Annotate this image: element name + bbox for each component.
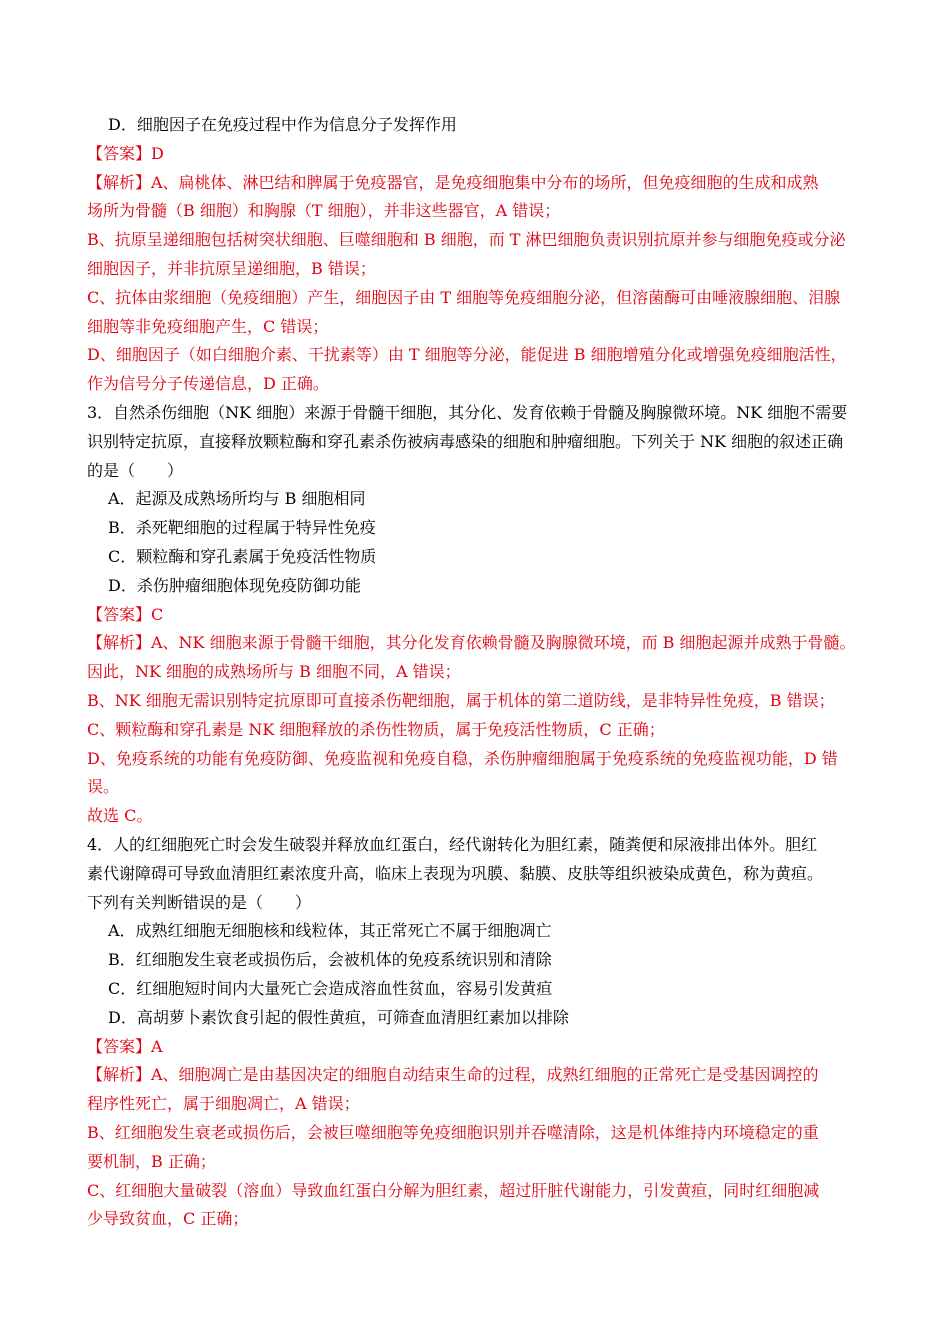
text-line: 少导致贫血，C 正确； bbox=[87, 1209, 249, 1229]
text-line: 【答案】A bbox=[87, 1036, 163, 1056]
text-line: D．高胡萝卜素饮食引起的假性黄疸，可筛查血清胆红素加以排除 bbox=[108, 1007, 569, 1027]
text-line: C、颗粒酶和穿孔素是 NK 细胞释放的杀伤性物质，属于免疫活性物质，C 正确； bbox=[87, 719, 665, 739]
text-line: D．细胞因子在免疫过程中作为信息分子发挥作用 bbox=[108, 115, 457, 134]
text-line: 【解析】A、细胞凋亡是由基因决定的细胞自动结束生命的过程，成熟红细胞的正常死亡是受基因调控的 bbox=[87, 1065, 819, 1085]
text-line: C．颗粒酶和穿孔素属于免疫活性物质 bbox=[108, 547, 377, 566]
text-line: 素代谢障碍可导致血清胆红素浓度升高，临床上表现为巩膜、黏膜、皮肤等组织被染成黄色，称为黄疸。 bbox=[87, 863, 824, 883]
text-line: 程序性死亡，属于细胞凋亡，A 错误； bbox=[87, 1094, 360, 1114]
text-line: 下列有关判断错误的是（ ） bbox=[87, 892, 312, 912]
text-line: B、红细胞发生衰老或损伤后，会被巨噬细胞等免疫细胞识别并吞噬清除，这是机体维持内环境稳定的重 bbox=[87, 1123, 819, 1142]
text-line: 4．人的红细胞死亡时会发生破裂并释放血红蛋白，经代谢转化为胆红素，随粪便和尿液排出体外。胆红 bbox=[87, 835, 818, 854]
text-line: D、细胞因子（如白细胞介素、干扰素等）由 T 细胞等分泌，能促进 B 细胞增殖分化或增强免疫细胞活性， bbox=[87, 345, 847, 365]
text-line: 【解析】A、NK 细胞来源于骨髓干细胞，其分化发育依赖骨髓及胸腺微环境，而 B 细胞起源并成熟于骨髓。 bbox=[87, 633, 856, 653]
text-line: 细胞等非免疫细胞产生，C 错误； bbox=[87, 316, 329, 336]
text-line: D．杀伤肿瘤细胞体现免疫防御功能 bbox=[108, 575, 361, 595]
text-line: C、红细胞大量破裂（溶血）导致血红蛋白分解为胆红素，超过肝脏代谢能力，引发黄疸，同时红细胞减 bbox=[87, 1180, 820, 1200]
text-line: B．红细胞发生衰老或损伤后，会被机体的免疫系统识别和清除 bbox=[108, 950, 552, 970]
text-line: 作为信号分子传递信息，D 正确。 bbox=[87, 374, 329, 394]
text-line: 细胞因子，并非抗原呈递细胞，B 错误； bbox=[87, 259, 376, 278]
text-line: 要机制，B 正确； bbox=[87, 1151, 216, 1171]
text-line: 【答案】C bbox=[87, 604, 164, 624]
text-line: 的是（ ） bbox=[87, 460, 184, 480]
text-line: D、免疫系统的功能有免疫防御、免疫监视和免疫自稳，杀伤肿瘤细胞属于免疫系统的免疫监视功能，D 错 bbox=[87, 748, 838, 768]
text-line: B．杀死靶细胞的过程属于特异性免疫 bbox=[108, 518, 376, 538]
text-line: 【答案】D bbox=[87, 143, 164, 163]
text-line: 【解析】A、扁桃体、淋巴结和脾属于免疫器官，是免疫细胞集中分布的场所，但免疫细胞的生成和成熟 bbox=[87, 172, 819, 192]
text-line: B、抗原呈递细胞包括树突状细胞、巨噬细胞和 B 细胞，而 T 淋巴细胞负责识别抗原并参与细胞免疫或分泌 bbox=[87, 230, 846, 250]
text-line: C、抗体由浆细胞（免疫细胞）产生，细胞因子由 T 细胞等免疫细胞分泌，但溶菌酶可由唾液腺细胞、泪腺 bbox=[87, 287, 841, 307]
text-line: 故选 C。 bbox=[87, 806, 153, 826]
text-line: 因此，NK 细胞的成熟场所与 B 细胞不同，A 错误； bbox=[87, 662, 461, 682]
text-line: B、NK 细胞无需识别特定抗原即可直接杀伤靶细胞，属于机体的第二道防线，是非特异性免疫，B 错误； bbox=[87, 691, 835, 710]
text-line: 误。 bbox=[87, 777, 120, 797]
text-line: A．成熟红细胞无细胞核和线粒体，其正常死亡不属于细胞凋亡 bbox=[108, 921, 552, 941]
text-line: 3．自然杀伤细胞（NK 细胞）来源于骨髓干细胞，其分化、发育依赖于骨髓及胸腺微环境。NK 细胞不需要 bbox=[87, 403, 848, 422]
text-line: 场所为骨髓（B 细胞）和胸腺（T 细胞），并非这些器官，A 错误； bbox=[87, 201, 561, 221]
text-line: C．红细胞短时间内大量死亡会造成溶血性贫血，容易引发黄疸 bbox=[108, 979, 553, 998]
text-line: 识别特定抗原，直接释放颗粒酶和穿孔素杀伤被病毒感染的细胞和肿瘤细胞。下列关于 NK 细胞的叙述正确 bbox=[87, 431, 844, 451]
text-line: A．起源及成熟场所均与 B 细胞相同 bbox=[108, 489, 366, 509]
